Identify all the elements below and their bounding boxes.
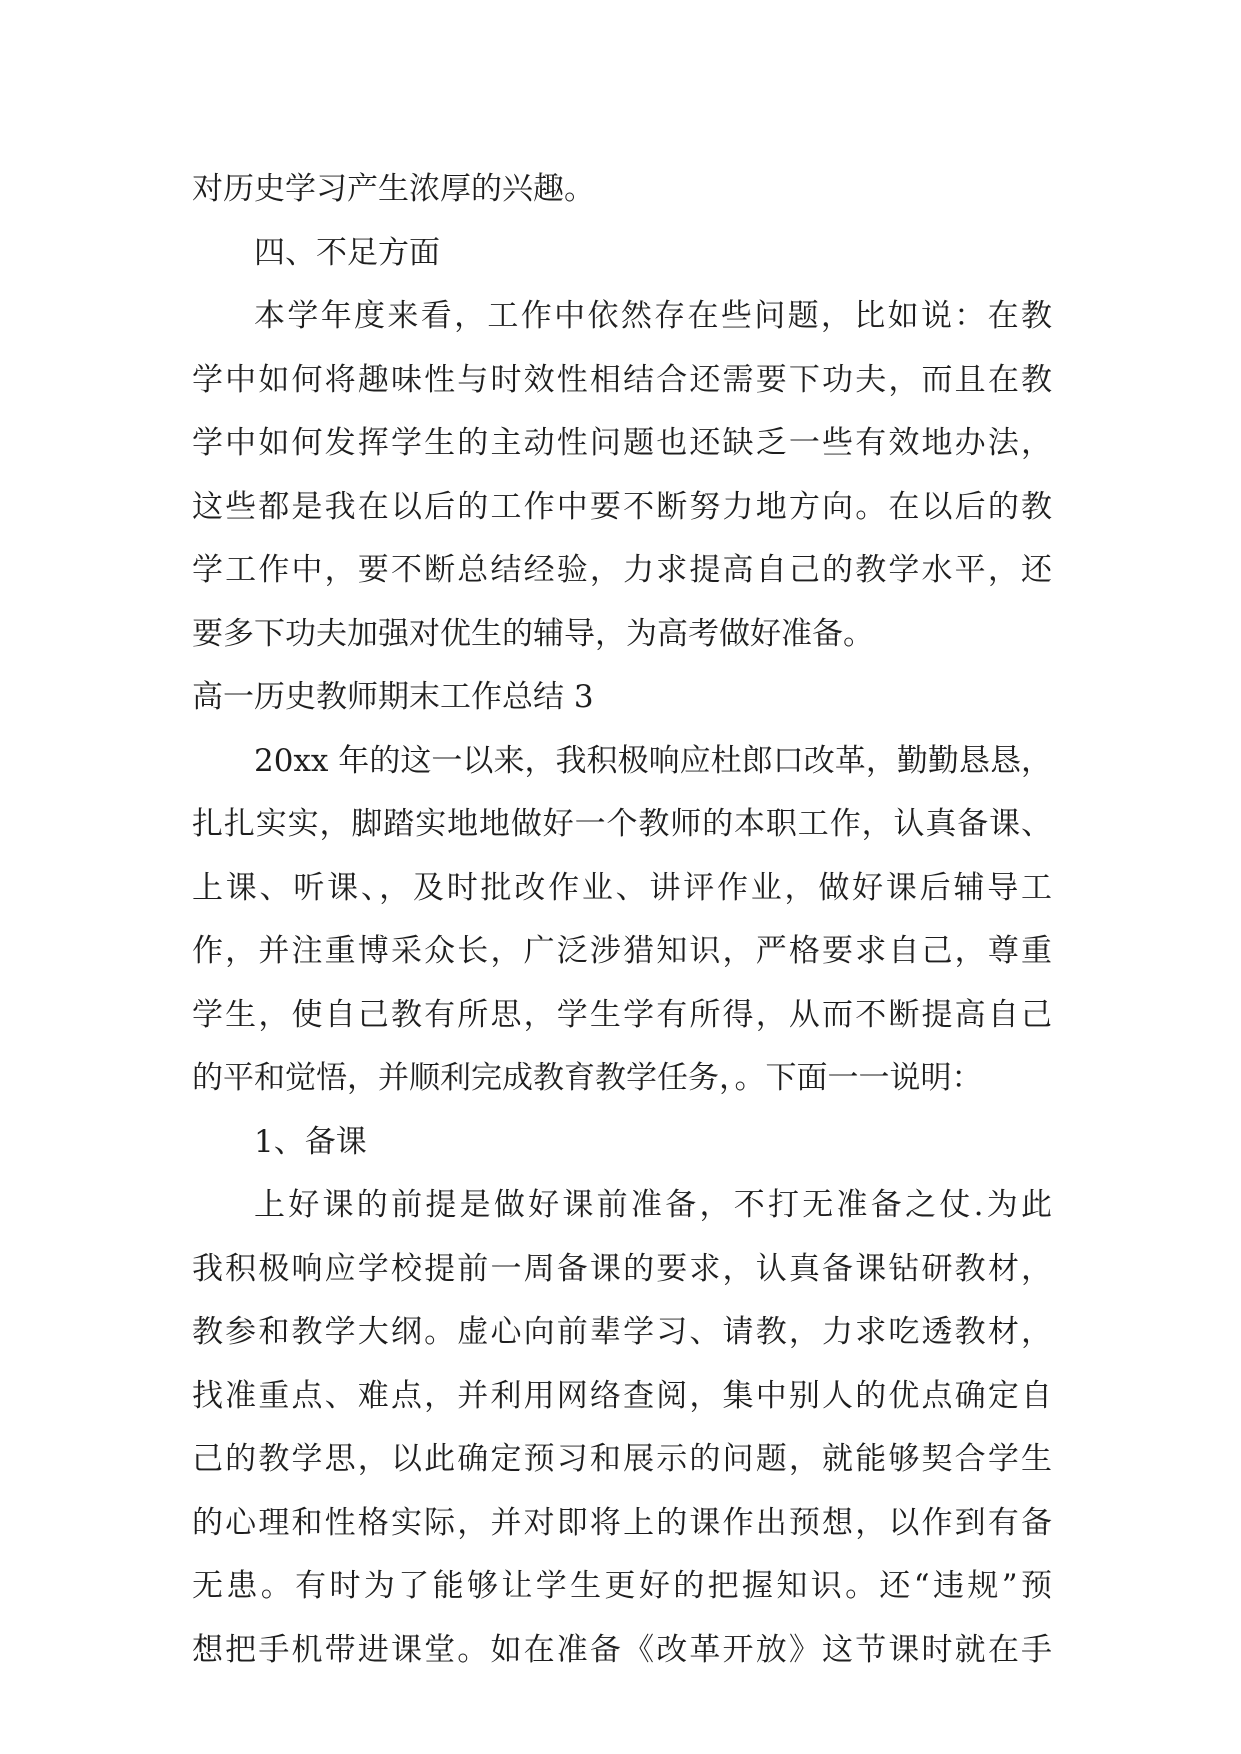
text-line: 对历史学习产生浓厚的兴趣。	[192, 171, 595, 207]
text-line: 学生，使自己教有所思，学生学有所得，从而不断提高自己	[192, 996, 1052, 1033]
text-line: 教参和教学大纲。虚心向前辈学习、请教，力求吃透教材，	[192, 1314, 1052, 1350]
text-line: 我积极响应学校提前一周备课的要求，认真备课钻研教材，	[192, 1250, 1052, 1287]
text-line: 这些都是我在以后的工作中要不断努力地方向。在以后的教	[192, 488, 1052, 525]
text-line: 扎扎实实，脚踏实地地做好一个教师的本职工作，认真备课、	[192, 806, 1052, 842]
text-line: 的平和觉悟，并顺利完成教育教学任务，。下面一一说明：	[192, 1060, 983, 1096]
text-line: 找准重点、难点，并利用网络查阅，集中别人的优点确定自	[192, 1377, 1052, 1414]
text-line: 无患。有时为了能够让学生更好的把握知识。还“违规”预	[192, 1568, 1052, 1604]
text-line: 1、备课	[254, 1123, 367, 1160]
text-line: 的心理和性格实际，并对即将上的课作出预想，以作到有备	[192, 1504, 1052, 1541]
document-body	[192, 158, 1052, 1682]
text-line: 己的教学思，以此确定预习和展示的问题，就能够契合学生	[192, 1441, 1052, 1477]
text-line: 学中如何将趣味性与时效性相结合还需要下功夫，而且在教	[192, 361, 1052, 398]
text-line: 上课、听课、，及时批改作业、讲评作业，做好课后辅导工	[192, 869, 1052, 906]
text-line: 学工作中，要不断总结经验，力求提高自己的教学水平，还	[192, 552, 1052, 588]
text-line: 四、不足方面	[254, 234, 440, 271]
text-line: 作，并注重博采众长，广泛涉猎知识，严格要求自己，尊重	[192, 933, 1052, 969]
text-line: 本学年度来看，工作中依然存在些问题，比如说：在教	[254, 298, 1052, 334]
text-line: 要多下功夫加强对优生的辅导，为高考做好准备。	[192, 615, 874, 652]
text-line: 上好课的前提是做好课前准备，不打无准备之仗.为此	[254, 1187, 1052, 1223]
text-line: 学中如何发挥学生的主动性问题也还缺乏一些有效地办法，	[192, 425, 1052, 461]
text-line: 高一历史教师期末工作总结 3	[192, 679, 594, 715]
text-line: 想把手机带进课堂。如在准备《改革开放》这节课时就在手	[192, 1631, 1052, 1668]
text-line: 20xx 年的这一以来，我积极响应杜郎口改革，勤勤恳恳，	[254, 742, 1052, 779]
